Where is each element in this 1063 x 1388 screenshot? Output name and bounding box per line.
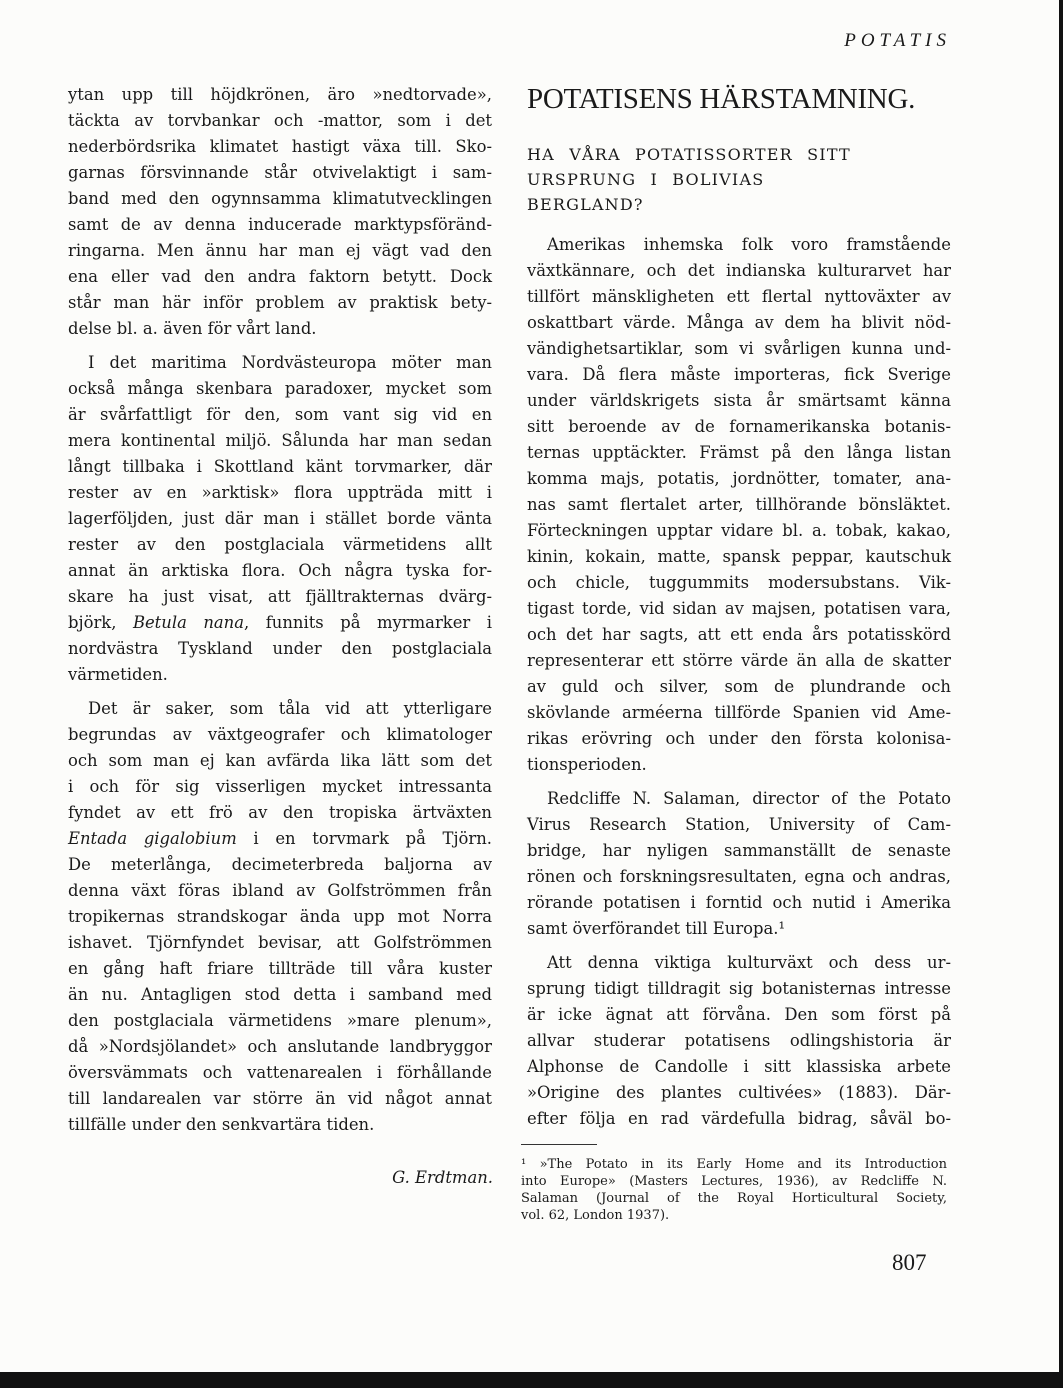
italic-term: Betula nana — [132, 613, 245, 632]
text-line: Redcliffe N. Salaman, director of the Potato — [547, 789, 951, 808]
text-line: rikas erövring och under den första kolonisa- — [527, 729, 951, 748]
paragraph — [527, 950, 951, 1132]
text-line: Förteckningen upptar vidare bl. a. tobak, kakao, — [527, 521, 951, 540]
left-column — [68, 82, 492, 1146]
paragraph — [68, 696, 492, 1138]
text-line: »Origine des plantes cultivées» (1883). Där- — [527, 1083, 951, 1102]
text-line: komma majs, potatis, jordnötter, tomater, ana- — [527, 469, 951, 488]
text-segment: , funnits på myrmarker i — [244, 613, 492, 632]
text-line: nederbördsrika klimatet hastigt växa till. Sko- — [68, 137, 492, 156]
text-line: värmetiden. — [68, 665, 168, 684]
text-line: Virus Research Station, University of Cam- — [527, 815, 951, 834]
footnote-line: Salaman (Journal of the Royal Horticultural Society, — [521, 1191, 947, 1206]
text-line: De meterlånga, decimeterbreda baljorna av — [68, 855, 492, 874]
paragraph — [527, 232, 951, 778]
text-line: ringarna. Men ännu har man ej vägt vad den — [68, 241, 492, 260]
text-line: vara. Då flera måste importeras, fick Sverige — [527, 365, 951, 384]
text-line: samt överförandet till Europa.¹ — [527, 919, 786, 938]
text-line: tigast torde, vid sidan av majsen, potatisen vara, — [527, 599, 951, 618]
scan-edge-bottom — [0, 1372, 1063, 1388]
text-line: sprung tidigt tilldragit sig botanisternas intresse — [527, 979, 951, 998]
text-line: av guld och silver, som de plundrande och — [527, 677, 951, 696]
text-line: långt tillbaka i Skottland känt torvmarker, där — [68, 457, 492, 476]
text-line: garnas försvinnande står otvivelaktigt i sam- — [68, 163, 492, 182]
text-line: mera kontinental miljö. Sålunda har man sedan — [68, 431, 492, 450]
text-line: och chicle, tuggummits modersubstans. Vik- — [527, 573, 951, 592]
text-line: bridge, har nyligen sammanställt de senaste — [527, 841, 951, 860]
text-line: representerar ett större värde än alla de skatter — [527, 651, 951, 670]
text-line: den postglaciala värmetidens »mare plenum», — [68, 1011, 492, 1030]
subtitle-line: HA VÅRA POTATISSORTER SITT — [527, 145, 851, 164]
text-line: lagerföljden, just där man i stället borde vänta — [68, 509, 492, 528]
text-line: än nu. Antagligen stod detta i samband med — [68, 985, 492, 1004]
article-title: POTATISENS HÄRSTAMNING. — [527, 83, 916, 115]
text-segment: björk, — [68, 613, 133, 632]
text-line: efter följa en rad värdefulla bidrag, såväl bo- — [527, 1109, 951, 1128]
text-line: och som man ej kan avfärda lika lätt som det — [68, 751, 492, 770]
footnote-line: ¹ »The Potato in its Early Home and its Introduction — [521, 1157, 947, 1172]
text-line: är icke ägnat att förvåna. Den som först på — [527, 1005, 951, 1024]
text-line: tropikernas strandskogar ända upp mot Norra — [68, 907, 492, 926]
text-line: då »Nordsjölandet» och anslutande landbryggor — [68, 1037, 492, 1056]
text-line: ytan upp till höjdkrönen, äro »nedtorvade», — [68, 85, 492, 104]
text-line: vändighetsartiklar, som vi svårligen kunna und- — [527, 339, 951, 358]
italic-term: Entada gigalobium — [68, 829, 237, 848]
text-line: Amerikas inhemska folk voro framstående — [547, 235, 951, 254]
scan-edge-right — [1059, 0, 1063, 1388]
text-line: begrundas av växtgeografer och klimatologer — [68, 725, 492, 744]
subtitle-line: BERGLAND? — [527, 195, 644, 214]
text-line: nas samt flertalet arter, tillhörande bönsläktet. — [527, 495, 951, 514]
text-line: ena eller vad den andra faktorn betytt. Dock — [68, 267, 492, 286]
text-line: skövlande arméerna tillförde Spanien vid Ame- — [527, 703, 951, 722]
text-line: nordvästra Tyskland under den postglaciala — [68, 639, 492, 658]
text-line — [68, 610, 492, 636]
page-number: 807 — [892, 1250, 927, 1275]
footnote-line: vol. 62, London 1937). — [521, 1208, 670, 1223]
text-line: i och för sig visserligen mycket intressanta — [68, 777, 492, 796]
text-line: band med den ogynnsamma klimatutvecklingen — [68, 189, 492, 208]
text-line: översvämmats och vattenarealen i förhållande — [68, 1063, 492, 1082]
text-line: rörande potatisen i forntid och nutid i Amerika — [527, 893, 951, 912]
text-line: växtkännare, och det indianska kulturarvet har — [527, 261, 951, 280]
subtitle-line: URSPRUNG I BOLIVIAS — [527, 170, 765, 189]
text-line: rönen och forskningsresultaten, egna och andras, — [527, 867, 951, 886]
footnote — [521, 1156, 947, 1224]
text-line: allvar studerar potatisens odlingshistoria är — [527, 1031, 951, 1050]
article-subtitle — [527, 142, 851, 217]
author-signature: G. Erdtman. — [392, 1168, 493, 1187]
text-line: kinin, kokain, matte, spansk peppar, kautschuk — [527, 547, 951, 566]
footnote-line: into Europe» (Masters Lectures, 1936), av Redcliffe N. — [521, 1174, 947, 1189]
text-line: en gång haft friare tillträde till våra kuster — [68, 959, 492, 978]
text-line: oskattbart värde. Många av dem ha blivit nöd- — [527, 313, 951, 332]
paragraph — [68, 82, 492, 342]
text-line: annat än arktiska flora. Och några tyska for- — [68, 561, 492, 580]
text-line: denna växt föras ibland av Golfströmmen från — [68, 881, 492, 900]
text-line: skare ha just visat, att fjälltrakternas dvärg- — [68, 587, 492, 606]
text-line — [68, 826, 492, 852]
paragraph — [68, 350, 492, 688]
paragraph — [527, 786, 951, 942]
text-segment: i en torvmark på Tjörn. — [236, 829, 492, 848]
text-line: I det maritima Nordvästeuropa möter man — [88, 353, 492, 372]
text-line: täckta av torvbankar och -mattor, som i det — [68, 111, 492, 130]
text-line: under världskrigets sista år smärtsamt känna — [527, 391, 951, 410]
running-head: POTATIS — [844, 30, 951, 51]
footnote-divider — [521, 1144, 597, 1145]
text-line: till landarealen var större än vid något annat — [68, 1089, 492, 1108]
text-line: ternas upptäckter. Främst på den långa listan — [527, 443, 951, 462]
text-line: tillfört mänskligheten ett flertal nyttoväxter av — [527, 287, 951, 306]
text-line: Att denna viktiga kulturväxt och dess ur- — [547, 953, 951, 972]
text-line: rester av den postglaciala värmetidens allt — [68, 535, 492, 554]
article-body — [527, 232, 951, 1140]
text-line: Alphonse de Candolle i sitt klassiska arbete — [527, 1057, 951, 1076]
text-line: är svårfattligt för den, som vant sig vid en — [68, 405, 492, 424]
text-line: och det har sagts, att ett enda års potatisskörd — [527, 625, 951, 644]
text-line: också många skenbara paradoxer, mycket som — [68, 379, 492, 398]
text-line: samt de av denna inducerade marktypsföränd- — [68, 215, 492, 234]
text-line: Det är saker, som tåla vid att ytterligare — [88, 699, 492, 718]
text-line: står man här inför problem av praktisk bety- — [68, 293, 492, 312]
text-line: sitt beroende av de fornamerikanska botanis- — [527, 417, 951, 436]
text-line: ishavet. Tjörnfyndet bevisar, att Golfströmmen — [68, 933, 492, 952]
text-line: rester av en »arktisk» flora uppträda mitt i — [68, 483, 492, 502]
text-line: tillfälle under den senkvartära tiden. — [68, 1115, 375, 1134]
text-line: delse bl. a. även för vårt land. — [68, 319, 317, 338]
text-line: fyndet av ett frö av den tropiska ärtväxten — [68, 803, 492, 822]
text-line: tionsperioden. — [527, 755, 647, 774]
